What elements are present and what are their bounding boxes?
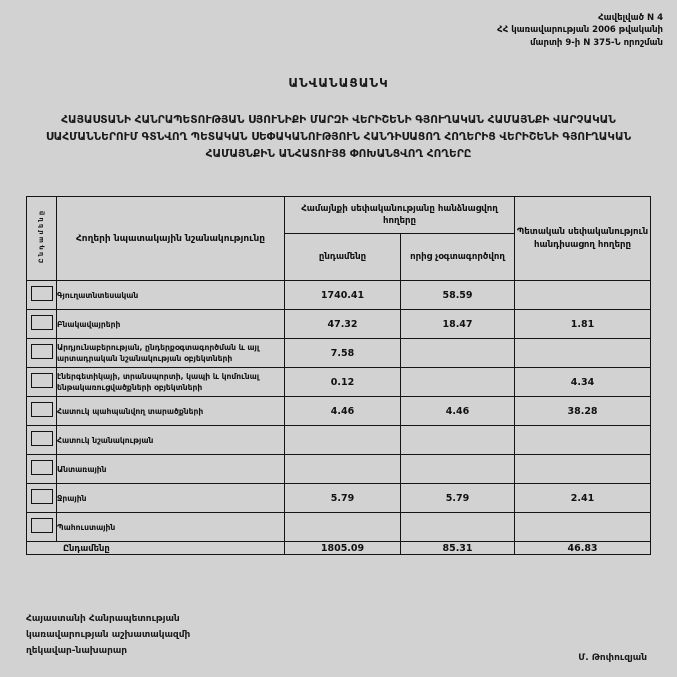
row-total <box>285 426 401 455</box>
header-land-purpose: Հողերի նպատակային նշանակությունը <box>57 197 285 281</box>
row-state <box>515 513 651 542</box>
table-body <box>27 281 651 555</box>
header-community-group: Համայնքի սեփականությանը հանձնացվող հողերը <box>285 197 515 234</box>
total-unused: 85.31 <box>401 542 515 555</box>
header-state-owned: Պետական սեփականություն հանդիսացող հողերը <box>515 197 651 281</box>
row-unused <box>401 513 515 542</box>
row-unused: 5.79 <box>401 484 515 513</box>
row-state: 4.34 <box>515 368 651 397</box>
row-number-cell <box>27 281 57 310</box>
row-name: Արդյունաբերության, ընդերքօգտագործման և այլ արտադրական նշանակության օբյեկտների <box>57 339 285 368</box>
table-row <box>27 397 651 426</box>
header-subtotal: ընդամենը <box>285 234 401 281</box>
row-state <box>515 426 651 455</box>
row-total: 0.12 <box>285 368 401 397</box>
total-label: Ընդամենը <box>27 542 285 555</box>
row-number-cell <box>27 484 57 513</box>
row-name: Ջրային <box>57 484 285 513</box>
table-row <box>27 513 651 542</box>
row-unused: 58.59 <box>401 281 515 310</box>
row-unused <box>401 426 515 455</box>
row-state <box>515 281 651 310</box>
row-unused: 18.47 <box>401 310 515 339</box>
row-total <box>285 455 401 484</box>
row-unused <box>401 455 515 484</box>
row-unused <box>401 339 515 368</box>
header-rownum <box>27 197 57 281</box>
row-number-box <box>31 344 53 359</box>
table-row <box>27 484 651 513</box>
total-sum: 1805.09 <box>285 542 401 555</box>
row-number-box <box>31 286 53 301</box>
row-number-cell <box>27 426 57 455</box>
row-state: 2.41 <box>515 484 651 513</box>
row-name: Գյուղատնտեսական <box>57 281 285 310</box>
table-row <box>27 368 651 397</box>
row-number-box <box>31 489 53 504</box>
row-number-box <box>31 431 53 446</box>
row-total: 1740.41 <box>285 281 401 310</box>
row-state: 38.28 <box>515 397 651 426</box>
row-number-box <box>31 373 53 388</box>
land-table <box>26 196 651 555</box>
total-state: 46.83 <box>515 542 651 555</box>
row-number-box <box>31 518 53 533</box>
row-name: Հատուկ նշանակության <box>57 426 285 455</box>
signature-line-2: կառավարության աշխատակազմի <box>26 629 191 640</box>
table-row <box>27 281 651 310</box>
row-number-box <box>31 460 53 475</box>
annex-line-3: մարտի 9-ի N 375-Ն որոշման <box>530 37 663 48</box>
row-number-cell <box>27 397 57 426</box>
row-state <box>515 339 651 368</box>
row-number-cell <box>27 339 57 368</box>
row-name: Հատուկ պահպանվող տարածքների <box>57 397 285 426</box>
row-total: 47.32 <box>285 310 401 339</box>
row-state: 1.81 <box>515 310 651 339</box>
table-header-row-1 <box>27 197 651 234</box>
row-name: Բնակավայրերի <box>57 310 285 339</box>
header-unused: որից չօգտագործվող <box>401 234 515 281</box>
row-name: Անտառային <box>57 455 285 484</box>
table-row <box>27 310 651 339</box>
row-number-cell <box>27 368 57 397</box>
row-number-cell <box>27 310 57 339</box>
row-name: էներգետիկայի, տրանսպորտի, կապի և կոմունալ ենթակառուցվածքների օբյեկտների <box>57 368 285 397</box>
page-title: ԱՆՎԱՆԱՑԱՆԿ <box>288 76 389 90</box>
row-total: 4.46 <box>285 397 401 426</box>
signature-line-1: Հայաստանի Հանրապետության <box>26 614 180 624</box>
table-total-row <box>27 542 651 555</box>
annex-line-1: Հավելված N 4 <box>598 13 663 23</box>
signature-line-3: ղեկավար-նախարար <box>26 645 128 656</box>
signature-name: Մ. Թոփուզյան <box>578 653 647 663</box>
annex-line-2: ՀՀ կառավարության 2006 թվականի <box>497 25 663 36</box>
header-rownum-label: Ը ն դ ա մ ե ն ը <box>36 211 45 264</box>
table-row <box>27 455 651 484</box>
row-name: Պահուստային <box>57 513 285 542</box>
row-number-box <box>31 402 53 417</box>
row-number-box <box>31 315 53 330</box>
page-subtitle: ՀԱՅԱՍՏԱՆԻ ՀԱՆՐԱՊԵՏՈՒԹՅԱՆ ՍՅՈՒՆԻՔԻ ՄԱՐԶԻ ՎԵՐԻՇԵՆԻ ԳՅՈՒՂԱԿԱՆ ՀԱՄԱՅՆՔԻ ՎԱՐՉԱԿԱՆ ՍԱՀՄԱՆՆԵՐՈՒՄ ԳՏՆՎՈՂ ՊԵՏԱԿԱՆ ՍԵՓԱԿԱՆՈՒԹՅՈՒՆ ՀԱՆԴԻՍԱՑՈՂ ՀՈՂԵՐԻՑ ՎԵՐԻՇԵՆԻ ԳՅՈՒՂԱԿԱՆ ՀԱՄԱՅՆՔԻՆ ԱՆՀԱՏՈՒՅՑ ՓՈԽԱՆՑՎՈՂ ՀՈՂԵՐԸ <box>45 114 632 161</box>
row-state <box>515 455 651 484</box>
annex-reference <box>497 12 663 49</box>
table-row <box>27 426 651 455</box>
row-total: 5.79 <box>285 484 401 513</box>
row-unused <box>401 368 515 397</box>
row-number-cell <box>27 455 57 484</box>
signature-block-left <box>26 612 190 659</box>
row-total <box>285 513 401 542</box>
table-row <box>27 339 651 368</box>
row-unused: 4.46 <box>401 397 515 426</box>
row-number-cell <box>27 513 57 542</box>
row-total: 7.58 <box>285 339 401 368</box>
